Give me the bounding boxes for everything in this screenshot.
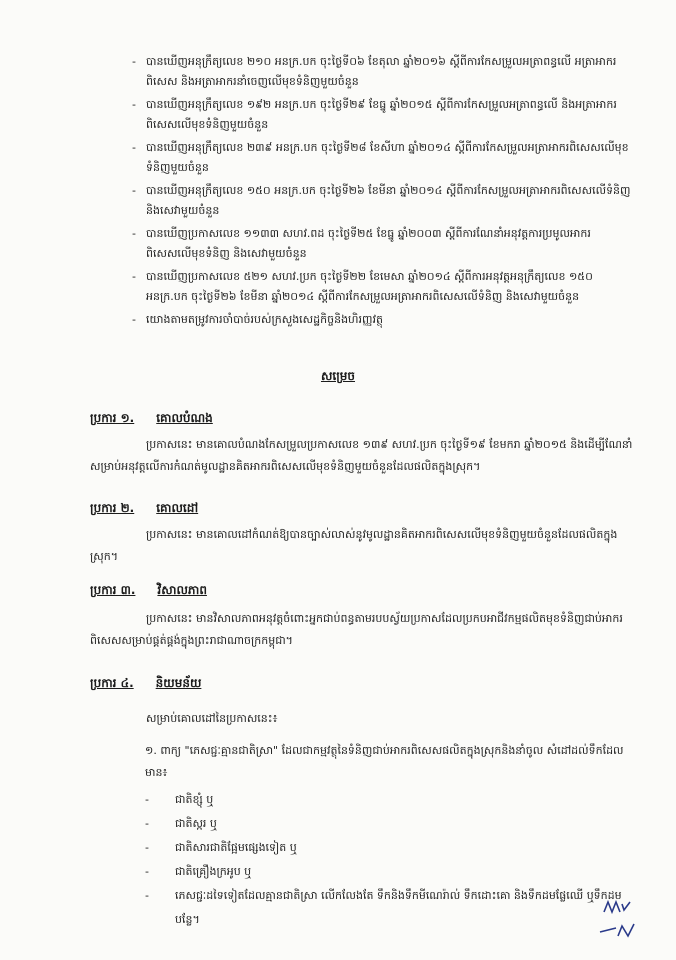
decision-heading: សម្រេច	[320, 369, 356, 383]
list-item-text: ជាតិគ្រឿងក្រអូប ឬ	[175, 865, 252, 878]
list-item-text: បានឃើញអនុក្រឹត្យលេខ ១៩២ អនក្រ.បក ចុះថ្ងៃទី២៩ ខែធ្នូ ឆ្នាំ២០១៥ ស្តីពីការកែសម្រួលអត្រាពន្ធលើ និងអត្រាអាករពិសេសលើមុខទំនិញមួយចំនួន	[146, 98, 617, 131]
article-3-body: ប្រកាសនេះ មានវិសាលភាពអនុវត្តចំពោះអ្នកជាប់ពន្ធតាមរបបស្វ័យប្រកាសដែលប្រកបអាជីវកម្មផលិតមុខទំនិញជាប់អាករពិសេសសម្រាប់ផ្គត់ផ្គង់ក្នុងព្រះរាជាណាចក្រកម្ពុជា។	[90, 612, 623, 647]
article-title: និយមន័យ	[155, 676, 202, 690]
article-number: ប្រការ ២.	[90, 501, 135, 515]
list-item-text: ភេសជ្ជៈដទៃទៀតដែលគ្មានជាតិស្រា លើកលែងតែ ទឹកនិងទឹកមីណេរ៉ាល់ ទឹកដោះគោ និងទឹកដមផ្លែឈើ ឬទឹកដមបន្លែ។	[175, 889, 622, 926]
signature-mark-icon	[596, 898, 646, 942]
list-item: - ភេសជ្ជៈដទៃទៀតដែលគ្មានជាតិស្រា លើកលែងតែ ទឹកនិងទឹកមីណេរ៉ាល់ ទឹកដោះគោ និងទឹកដមផ្លែឈើ ឬទឹកដមបន្លែ។	[145, 884, 635, 932]
article-4-heading	[90, 675, 201, 693]
list-item-text: បានឃើញអនុក្រឹត្យលេខ ១៥០ អនក្រ.បក ចុះថ្ងៃទី២៦ ខែមីនា ឆ្នាំ២០១៤ ស្តីពីការកែសម្រួលអត្រាអាករពិសេសលើទំនិញ និងសេវាមួយចំនួន	[146, 184, 631, 217]
article-2-heading	[90, 500, 198, 518]
definition-list	[145, 788, 635, 932]
list-item: - បានឃើញប្រកាសលេខ ៥២១ សហវ.ប្រក ចុះថ្ងៃទី២២ ខែមេសា ឆ្នាំ២០១៤ ស្តីពីការអនុវត្តអនុក្រឹត្យលេខ ១៥០ អនក្រ.បក ចុះថ្ងៃទី២៦ ខែមីនា ឆ្នាំ២០១៤ ស្តីពីការកែសម្រួលអត្រាអាករពិសេសលើទំនិញ និងសេវាមួយចំនួន	[132, 267, 636, 307]
article-title: វិសាលភាព	[157, 583, 207, 597]
list-item-text: បានឃើញអនុក្រឹត្យលេខ ២៣៩ អនក្រ.បក ចុះថ្ងៃទី២៨ ខែសីហា ឆ្នាំ២០១៤ ស្តីពីការកែសម្រួលអត្រាអាករពិសេសលើមុខទំនិញមួយចំនួន	[146, 141, 629, 174]
list-item: - ជាតិខ្សុំ ឬ	[145, 788, 635, 812]
list-item: - យោងតាមតម្រូវការចាំបាច់របស់ក្រសួងសេដ្ឋកិច្ចនិងហិរញ្ញវត្ថុ	[132, 310, 636, 330]
article-3-heading	[90, 582, 207, 600]
article-number: ប្រការ ១.	[90, 411, 135, 425]
list-item-text: យោងតាមតម្រូវការចាំបាច់របស់ក្រសួងសេដ្ឋកិច្ចនិងហិរញ្ញវត្ថុ	[146, 313, 383, 326]
list-item-text: បានឃើញប្រកាសលេខ ៥២១ សហវ.ប្រក ចុះថ្ងៃទី២២ ខែមេសា ឆ្នាំ២០១៤ ស្តីពីការអនុវត្តអនុក្រឹត្យលេខ ១៥០ អនក្រ.បក ចុះថ្ងៃទី២៦ ខែមីនា ឆ្នាំ២០១៤ ស្តីពីការកែសម្រួលអត្រាអាករពិសេសលើទំនិញ និងសេវាមួយចំនួន	[146, 270, 593, 303]
list-item: - បានឃើញអនុក្រឹត្យលេខ ១៩២ អនក្រ.បក ចុះថ្ងៃទី២៩ ខែធ្នូ ឆ្នាំ២០១៥ ស្តីពីការកែសម្រួលអត្រាពន្ធលើ និងអត្រាអាករពិសេសលើមុខទំនិញមួយចំនួន	[132, 95, 636, 135]
article-number: ប្រការ ៤.	[90, 676, 134, 690]
list-item: - ជាតិគ្រឿងក្រអូប ឬ	[145, 860, 635, 884]
list-item: - ជាតិសារជាតិផ្អែមផ្សេងទៀត ឬ	[145, 836, 635, 860]
list-item-text: បានឃើញប្រកាសលេខ ១១៣៣ សហវ.ពដ ចុះថ្ងៃទី២៥ ខែធ្នូ ឆ្នាំ២០០៣ ស្តីពីការណែនាំអនុវត្តការប្រមូលអាករពិសេសលើមុខទំនិញ និងសេវាមួយចំនួន	[146, 227, 591, 260]
article-title: គោលដៅ	[156, 501, 199, 515]
list-item: - បានឃើញអនុក្រឹត្យលេខ ២១០ អនក្រ.បក ចុះថ្ងៃទី០៦ ខែតុលា ឆ្នាំ២០១៦ ស្តីពីការកែសម្រួលអត្រាពន្ធលើ អត្រាអាករពិសេស និងអត្រាអាករនាំចេញលើមុខទំនិញមួយចំនួន	[132, 52, 636, 92]
list-item: - ជាតិស្ករ ឬ	[145, 812, 635, 836]
list-item: - បានឃើញអនុក្រឹត្យលេខ ២៣៩ អនក្រ.បក ចុះថ្ងៃទី២៨ ខែសីហា ឆ្នាំ២០១៤ ស្តីពីការកែសម្រួលអត្រាអាករពិសេសលើមុខទំនិញមួយចំនួន	[132, 138, 636, 178]
article-2-body: ប្រកាសនេះ មានគោលដៅកំណត់ឱ្យបានច្បាស់លាស់នូវមូលដ្ឋានគិតអាករពិសេសលើមុខទំនិញមួយចំនួនដែលផលិតក្នុងស្រុក។	[90, 528, 618, 563]
list-item-text: ជាតិសារជាតិផ្អែមផ្សេងទៀត ឬ	[175, 841, 297, 854]
definition-1: ១. ពាក្យ "ភេសជ្ជៈគ្មានជាតិស្រា" ដែលជាកម្មវត្ថុនៃទំនិញជាប់អាករពិសេសផលិតក្នុងស្រុកនិងនាំចូល សំដៅដល់ទឹកដែលមាន៖	[145, 744, 624, 779]
article-title: គោលបំណង	[156, 411, 213, 425]
list-item: - បានឃើញអនុក្រឹត្យលេខ ១៥០ អនក្រ.បក ចុះថ្ងៃទី២៦ ខែមីនា ឆ្នាំ២០១៤ ស្តីពីការកែសម្រួលអត្រាអាករពិសេសលើទំនិញ និងសេវាមួយចំនួន	[132, 181, 636, 221]
article-4-body: សម្រាប់គោលដៅនៃប្រកាសនេះ៖	[146, 712, 278, 725]
article-1-heading	[90, 410, 213, 428]
article-1-body: ប្រកាសនេះ មានគោលបំណងកែសម្រួលប្រកាសលេខ ១៣៩ សហវ.ប្រក ចុះថ្ងៃទី១៩ ខែមករា ឆ្នាំ២០១៥ និងដើម្បីណែនាំសម្រាប់អនុវត្តលើការកំណត់មូលដ្ឋានគិតអាករពិសេសលើមុខទំនិញមួយចំនួនដែលផលិតក្នុងស្រុក។	[90, 438, 633, 473]
list-item: - បានឃើញប្រកាសលេខ ១១៣៣ សហវ.ពដ ចុះថ្ងៃទី២៥ ខែធ្នូ ឆ្នាំ២០០៣ ស្តីពីការណែនាំអនុវត្តការប្រមូលអាករពិសេសលើមុខទំនិញ និងសេវាមួយចំនួន	[132, 224, 636, 264]
list-item-text: បានឃើញអនុក្រឹត្យលេខ ២១០ អនក្រ.បក ចុះថ្ងៃទី០៦ ខែតុលា ឆ្នាំ២០១៦ ស្តីពីការកែសម្រួលអត្រាពន្ធលើ អត្រាអាករពិសេស និងអត្រាអាករនាំចេញលើមុខទំនិញមួយចំនួន	[146, 55, 617, 88]
article-number: ប្រការ ៣.	[90, 583, 136, 597]
list-item-text: ជាតិស្ករ ឬ	[175, 817, 217, 830]
preamble-list	[132, 52, 636, 333]
list-item-text: ជាតិខ្សុំ ឬ	[175, 793, 214, 806]
